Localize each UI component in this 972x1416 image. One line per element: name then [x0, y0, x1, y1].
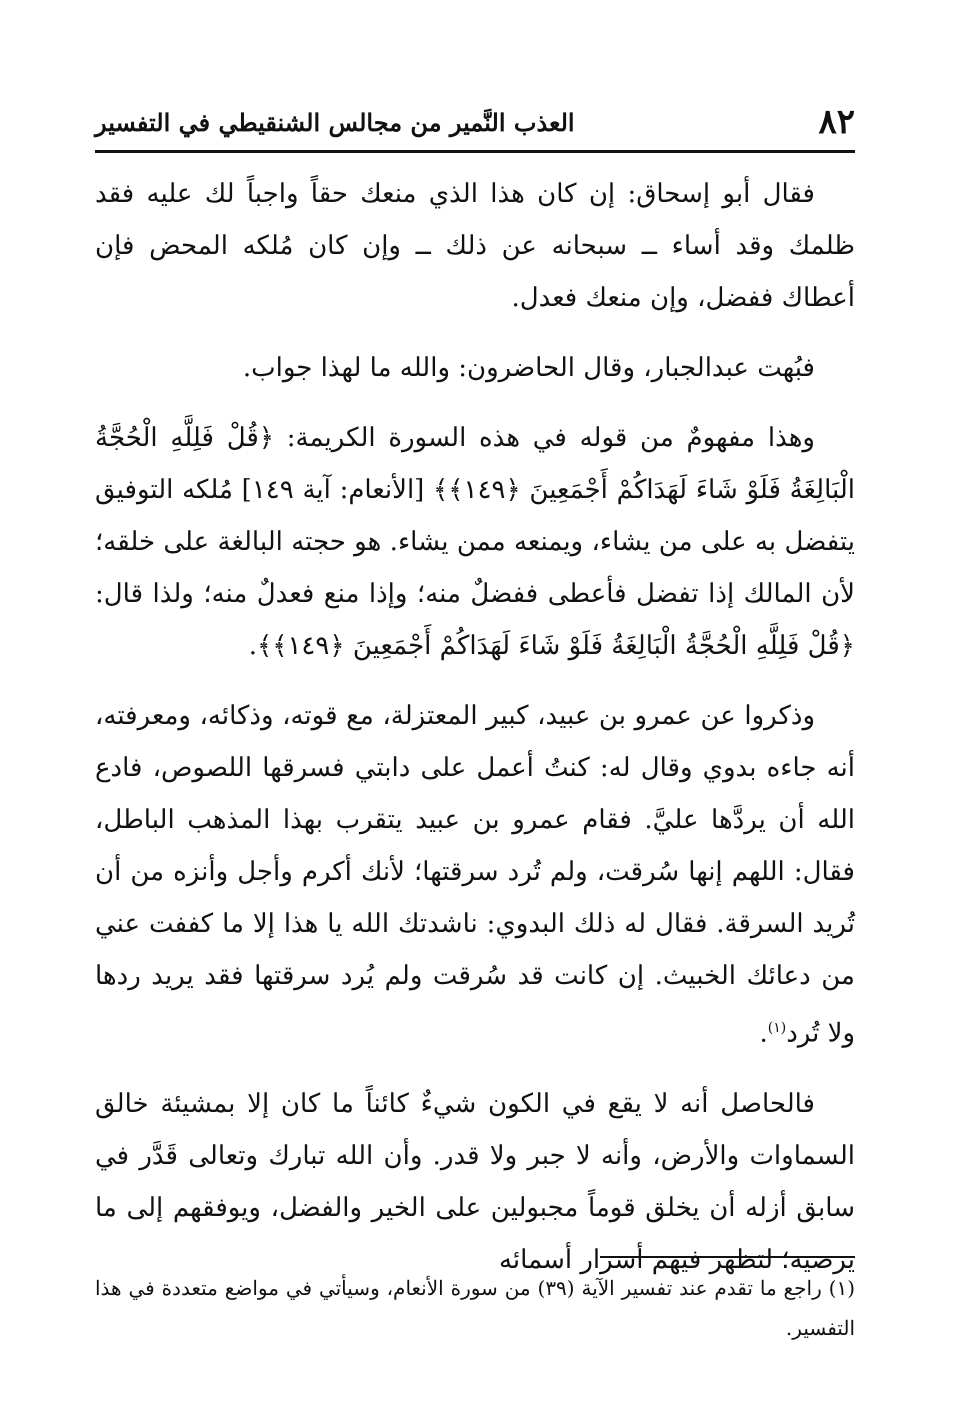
paragraph-4-text: وذكروا عن عمرو بن عبيد، كبير المعتزلة، مع قوته، وذكائه، ومعرفته، أنه جاءه بدوي وقال له: كنتُ أعمل على دابتي فسرقها اللصوص، فادع الله أن يردَّها عليَّ. فقام عمرو بن عبيد يتقرب بهذا المذهب الباطل، فقال: اللهم إنها سُرقت، ولم تُرد سرقتها؛ لأنك أكرم وأجل وأنزه من أن تُريد السرقة. فقال له ذلك البدوي: ناشدتك الله يا هذا إلا ما كففت عني من دعائك الخبيث. إن كانت قد سُرقت ولم يُرد سرقتها فقد يريد ردها ولا تُرد — [95, 701, 855, 1049]
footnote: (١) راجع ما تقدم عند تفسير الآية (٣٩) من سورة الأنعام، وسيأتي في مواضع متعددة في هذا التفسير. — [95, 1276, 855, 1340]
running-title: العذب النَّمير من مجالس الشنقيطي في التفسير — [95, 108, 575, 137]
header-divider — [95, 150, 855, 153]
paragraph-5: فالحاصل أنه لا يقع في الكون شيءٌ كائناً ما كان إلا بمشيئة خالق السماوات والأرض، وأنه لا جبر ولا قدر. وأن الله تبارك وتعالى قَدَّر في سابق أزله أن يخلق قوماً مجبولين على الخير والفضل، ويوفقهم إلى ما يرضيه؛ لتظهر فيهم أسرار أسمائه — [95, 1088, 855, 1275]
page-header — [95, 100, 855, 150]
paragraph-3: وهذا مفهومٌ من قوله في هذه السورة الكريمة: ﴿قُلْ فَلِلَّهِ الْحُجَّةُ الْبَالِغَةُ فَلَوْ شَاءَ لَهَدَاكُمْ أَجْمَعِينَ ﴿١٤٩﴾﴾ [الأنعام: آية ١٤٩] مُلكه التوفيق يتفضل به على من يشاء، ويمنعه ممن يشاء. هو حجته البالغة على خلقه؛ لأن المالك إذا تفضل فأعطى ففضلٌ منه؛ وإذا منع فعدلٌ منه؛ ولذا قال: ﴿قُلْ فَلِلَّهِ الْحُجَّةُ الْبَالِغَةُ فَلَوْ شَاءَ لَهَدَاكُمْ أَجْمَعِينَ ﴿١٤٩﴾﴾. — [95, 423, 855, 661]
paragraph-4-end: . — [759, 1018, 768, 1049]
paragraph-4 — [95, 690, 855, 1060]
footnote-divider — [600, 1256, 855, 1258]
main-text — [95, 168, 855, 1304]
paragraph-1: فقال أبو إسحاق: إن كان هذا الذي منعك حقاً واجباً لك عليه فقد ظلمك وقد أساء ــ سبحانه عن ذلك ــ وإن كان مُلكه المحض فإن أعطاك ففضل، وإن منعك فعدل. — [95, 179, 855, 313]
footnote-marker: (١) — [767, 1020, 787, 1036]
paragraph-2: فبُهت عبدالجبار، وقال الحاضرون: والله ما لهذا جواب. — [242, 353, 815, 383]
page-number: ٨٢ — [818, 102, 855, 142]
